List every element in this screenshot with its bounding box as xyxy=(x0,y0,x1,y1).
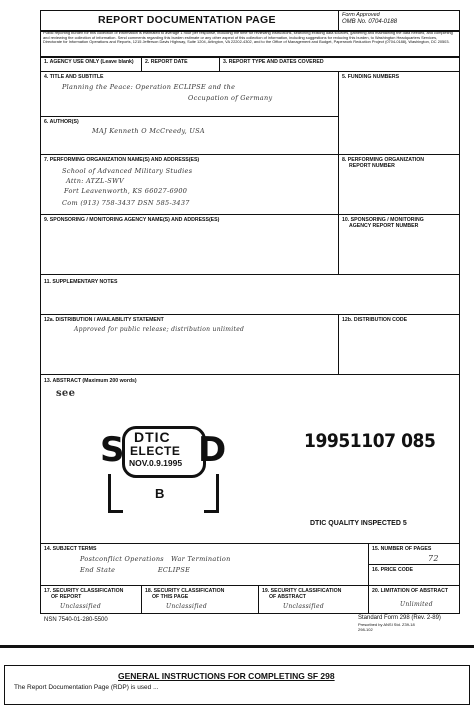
title-subtitle-label: 4. TITLE AND SUBTITLE xyxy=(44,74,104,80)
row13-rule xyxy=(40,543,460,544)
distribution-handwriting: Approved for public release; distribution unlimited xyxy=(74,326,245,333)
row9-rule xyxy=(40,274,460,275)
quality-inspected: DTIC QUALITY INSPECTED 5 xyxy=(310,520,407,527)
org-handwriting-4: Com (913) 758-3437 DSN 585-3437 xyxy=(62,199,190,207)
stamp-bracket-left xyxy=(108,474,123,513)
class-abstract-label-2: OF ABSTRACT xyxy=(269,594,306,600)
stamp-letter-s: S xyxy=(100,430,125,470)
nsn-number: NSN 7540-01-280-5500 xyxy=(44,617,108,623)
notice-rule xyxy=(40,56,460,58)
row17-div2 xyxy=(258,585,259,614)
class-page-label-1: 18. SECURITY CLASSIFICATION xyxy=(145,588,225,594)
price-code-label: 16. PRICE CODE xyxy=(372,567,413,573)
class-report-label-1: 17. SECURITY CLASSIFICATION xyxy=(44,588,124,594)
class-abstract-value: Unclassified xyxy=(283,603,324,610)
row11-rule xyxy=(40,314,460,315)
stamp-grade: B xyxy=(155,486,165,501)
sponsoring-agency-label: 9. SPONSORING / MONITORING AGENCY NAME(S) AND ADDRESS(ES) xyxy=(44,217,220,223)
prescribed-by: Prescribed by ANSI Std. Z39-18 xyxy=(358,622,415,627)
report-type-label: 3. REPORT TYPE AND DATES COVERED xyxy=(223,59,324,65)
limitation-label: 20. LIMITATION OF ABSTRACT xyxy=(372,588,448,594)
row1-div2 xyxy=(219,57,220,71)
org-handwriting-1: School of Advanced Military Studies xyxy=(62,167,193,175)
class-page-value: Unclassified xyxy=(166,603,207,610)
row4-rule xyxy=(40,116,338,117)
stamp-dtic: DTIC xyxy=(134,429,171,445)
standard-form: Standard Form 298 (Rev. 2-89) xyxy=(358,615,441,621)
subject-terms-label: 14. SUBJECT TERMS xyxy=(44,546,97,552)
row7-div xyxy=(338,154,339,214)
row6-rule xyxy=(40,154,460,155)
sponsor-report-number-label-2: AGENCY REPORT NUMBER xyxy=(349,223,419,229)
abstract-label: 13. ABSTRACT (Maximum 200 words) xyxy=(44,378,137,384)
page-separator xyxy=(0,645,474,648)
pages-value: 72 xyxy=(428,554,439,563)
row9-div xyxy=(338,214,339,274)
dtic-electe-stamp xyxy=(100,420,225,513)
row1-div1 xyxy=(141,57,142,71)
header-divider xyxy=(338,10,339,30)
title-handwriting-1: Planning the Peace: Operation ECLIPSE and the xyxy=(62,83,236,91)
distribution-statement-label: 12a. DISTRIBUTION / AVAILABILITY STATEMENT xyxy=(44,317,164,323)
instructions-first-line: The Report Documentation Page (RDP) is used ... xyxy=(14,684,159,691)
row12-rule xyxy=(40,374,460,375)
class-report-label-2: OF REPORT xyxy=(51,594,82,600)
sponsor-report-number-label-1: 10. SPONSORING / MONITORING xyxy=(342,217,424,223)
class-abstract-label-1: 19. SECURITY CLASSIFICATION xyxy=(262,588,342,594)
stamp-letter-d: D xyxy=(198,430,227,470)
instructions-title: GENERAL INSTRUCTIONS FOR COMPLETING SF 298 xyxy=(118,671,335,681)
author-handwriting: MAJ Kenneth O McCreedy, USA xyxy=(92,127,205,135)
class-page-label-2: OF THIS PAGE xyxy=(152,594,189,600)
form-title: REPORT DOCUMENTATION PAGE xyxy=(98,14,276,26)
abstract-handwriting: see xyxy=(56,388,76,399)
row17-div3 xyxy=(368,585,369,614)
stamp-date: NOV.0.9.1995 xyxy=(129,458,183,468)
number-of-pages-label: 15. NUMBER OF PAGES xyxy=(372,546,432,552)
burden-notice: Public reporting burden for this collection of information is estimated to average 1 hour per response, including the time for reviewing instructions, searching existing data sources, gathering and maintaining the data needed, and completing and reviewing the collection of information. Send comments regarding this burden estimate or any other aspect of this collection of information, including suggestions for reducing this burden, to Washington Headquarters Services, Directorate for Information Operations and Reports, 1215 Jefferson Davis Highway, Suite 1204, Arlington, VA 22202-4302, and to the Office of Management and Budget, Paperwork Reduction Project (0704-0188), Washington, DC 20503. xyxy=(43,30,453,45)
row1-rule xyxy=(40,71,460,72)
subject-handwriting-2: End State ECLIPSE xyxy=(80,566,191,574)
form-code: 298-102 xyxy=(358,627,373,632)
accession-number: 19951107 085 xyxy=(304,430,436,452)
agency-use-label: 1. AGENCY USE ONLY (Leave blank) xyxy=(44,59,134,65)
form-approved: Form Approved xyxy=(342,12,380,18)
performing-org-label: 7. PERFORMING ORGANIZATION NAME(S) AND ADDRESS(ES) xyxy=(44,157,200,163)
report-date-label: 2. REPORT DATE xyxy=(145,59,188,65)
stamp-bracket-right xyxy=(204,474,219,513)
supplementary-notes-label: 11. SUPPLEMENTARY NOTES xyxy=(44,279,118,285)
row7-rule xyxy=(40,214,460,215)
row14-rule xyxy=(40,585,460,586)
authors-label: 6. AUTHOR(S) xyxy=(44,119,79,125)
distribution-code-label: 12b. DISTRIBUTION CODE xyxy=(342,317,408,323)
subject-handwriting-1: Postconflict Operations War Termination xyxy=(80,555,231,563)
org-handwriting-2: Attn: ATZL-SWV xyxy=(66,177,124,185)
stamp-electe: ELECTE xyxy=(130,444,181,458)
row12-div xyxy=(338,314,339,374)
limitation-value: Unlimited xyxy=(400,601,433,608)
title-handwriting-2: Occupation of Germany xyxy=(188,94,273,102)
row4-div xyxy=(338,71,339,154)
omb-number: OMB No. 0704-0188 xyxy=(342,19,398,25)
class-report-value: Unclassified xyxy=(60,603,101,610)
org-handwriting-3: Fort Leavenworth, KS 66027-6900 xyxy=(64,187,188,195)
row15-rule xyxy=(368,564,460,565)
perf-report-number-label-2: REPORT NUMBER xyxy=(349,163,395,169)
row17-div1 xyxy=(141,585,142,614)
perf-report-number-label-1: 8. PERFORMING ORGANIZATION xyxy=(342,157,425,163)
funding-numbers-label: 5. FUNDING NUMBERS xyxy=(342,74,400,80)
